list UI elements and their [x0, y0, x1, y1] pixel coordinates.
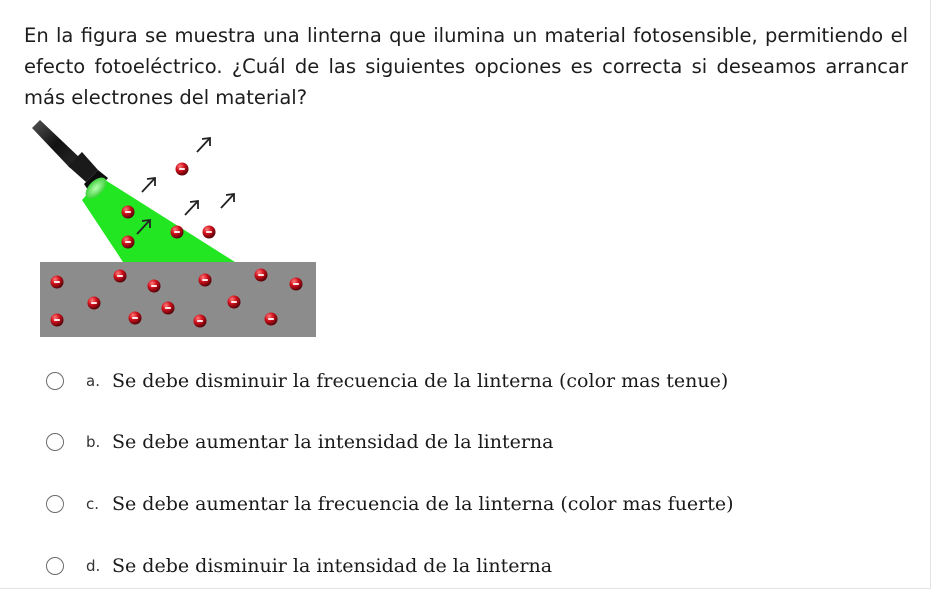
option-label: Se debe aumentar la intensidad de la linterna [112, 431, 554, 453]
option-label: Se debe disminuir la intensidad de la linterna [112, 555, 553, 577]
flashlight-icon [32, 120, 110, 202]
radio-button-d[interactable] [46, 557, 64, 575]
option-b[interactable] [46, 427, 806, 457]
option-a[interactable] [46, 366, 806, 396]
option-label: Se debe disminuir la frecuencia de la linterna (color mas tenue) [112, 370, 729, 392]
option-letter: b. [86, 433, 101, 451]
option-label: Se debe aumentar la frecuencia de la linterna (color mas fuerte) [112, 493, 734, 515]
photosensitive-material [40, 262, 316, 337]
question-text: En la figura se muestra una linterna que ilumina un material fotosensible, permitiendo el efecto fotoeléctrico. ¿Cuál de las siguientes opciones es correcta si deseamos arrancar más electrones del material? [24, 24, 908, 109]
radio-button-a[interactable] [46, 372, 64, 390]
option-letter: d. [86, 557, 101, 575]
figure-illustration [30, 112, 330, 342]
option-letter: a. [86, 372, 100, 390]
option-letter: c. [86, 495, 100, 513]
option-d[interactable] [46, 551, 806, 581]
photoelectric-figure [30, 112, 330, 342]
radio-button-b[interactable] [46, 433, 64, 451]
radio-button-c[interactable] [46, 495, 64, 513]
option-c[interactable] [46, 489, 806, 519]
light-beam [82, 178, 235, 262]
